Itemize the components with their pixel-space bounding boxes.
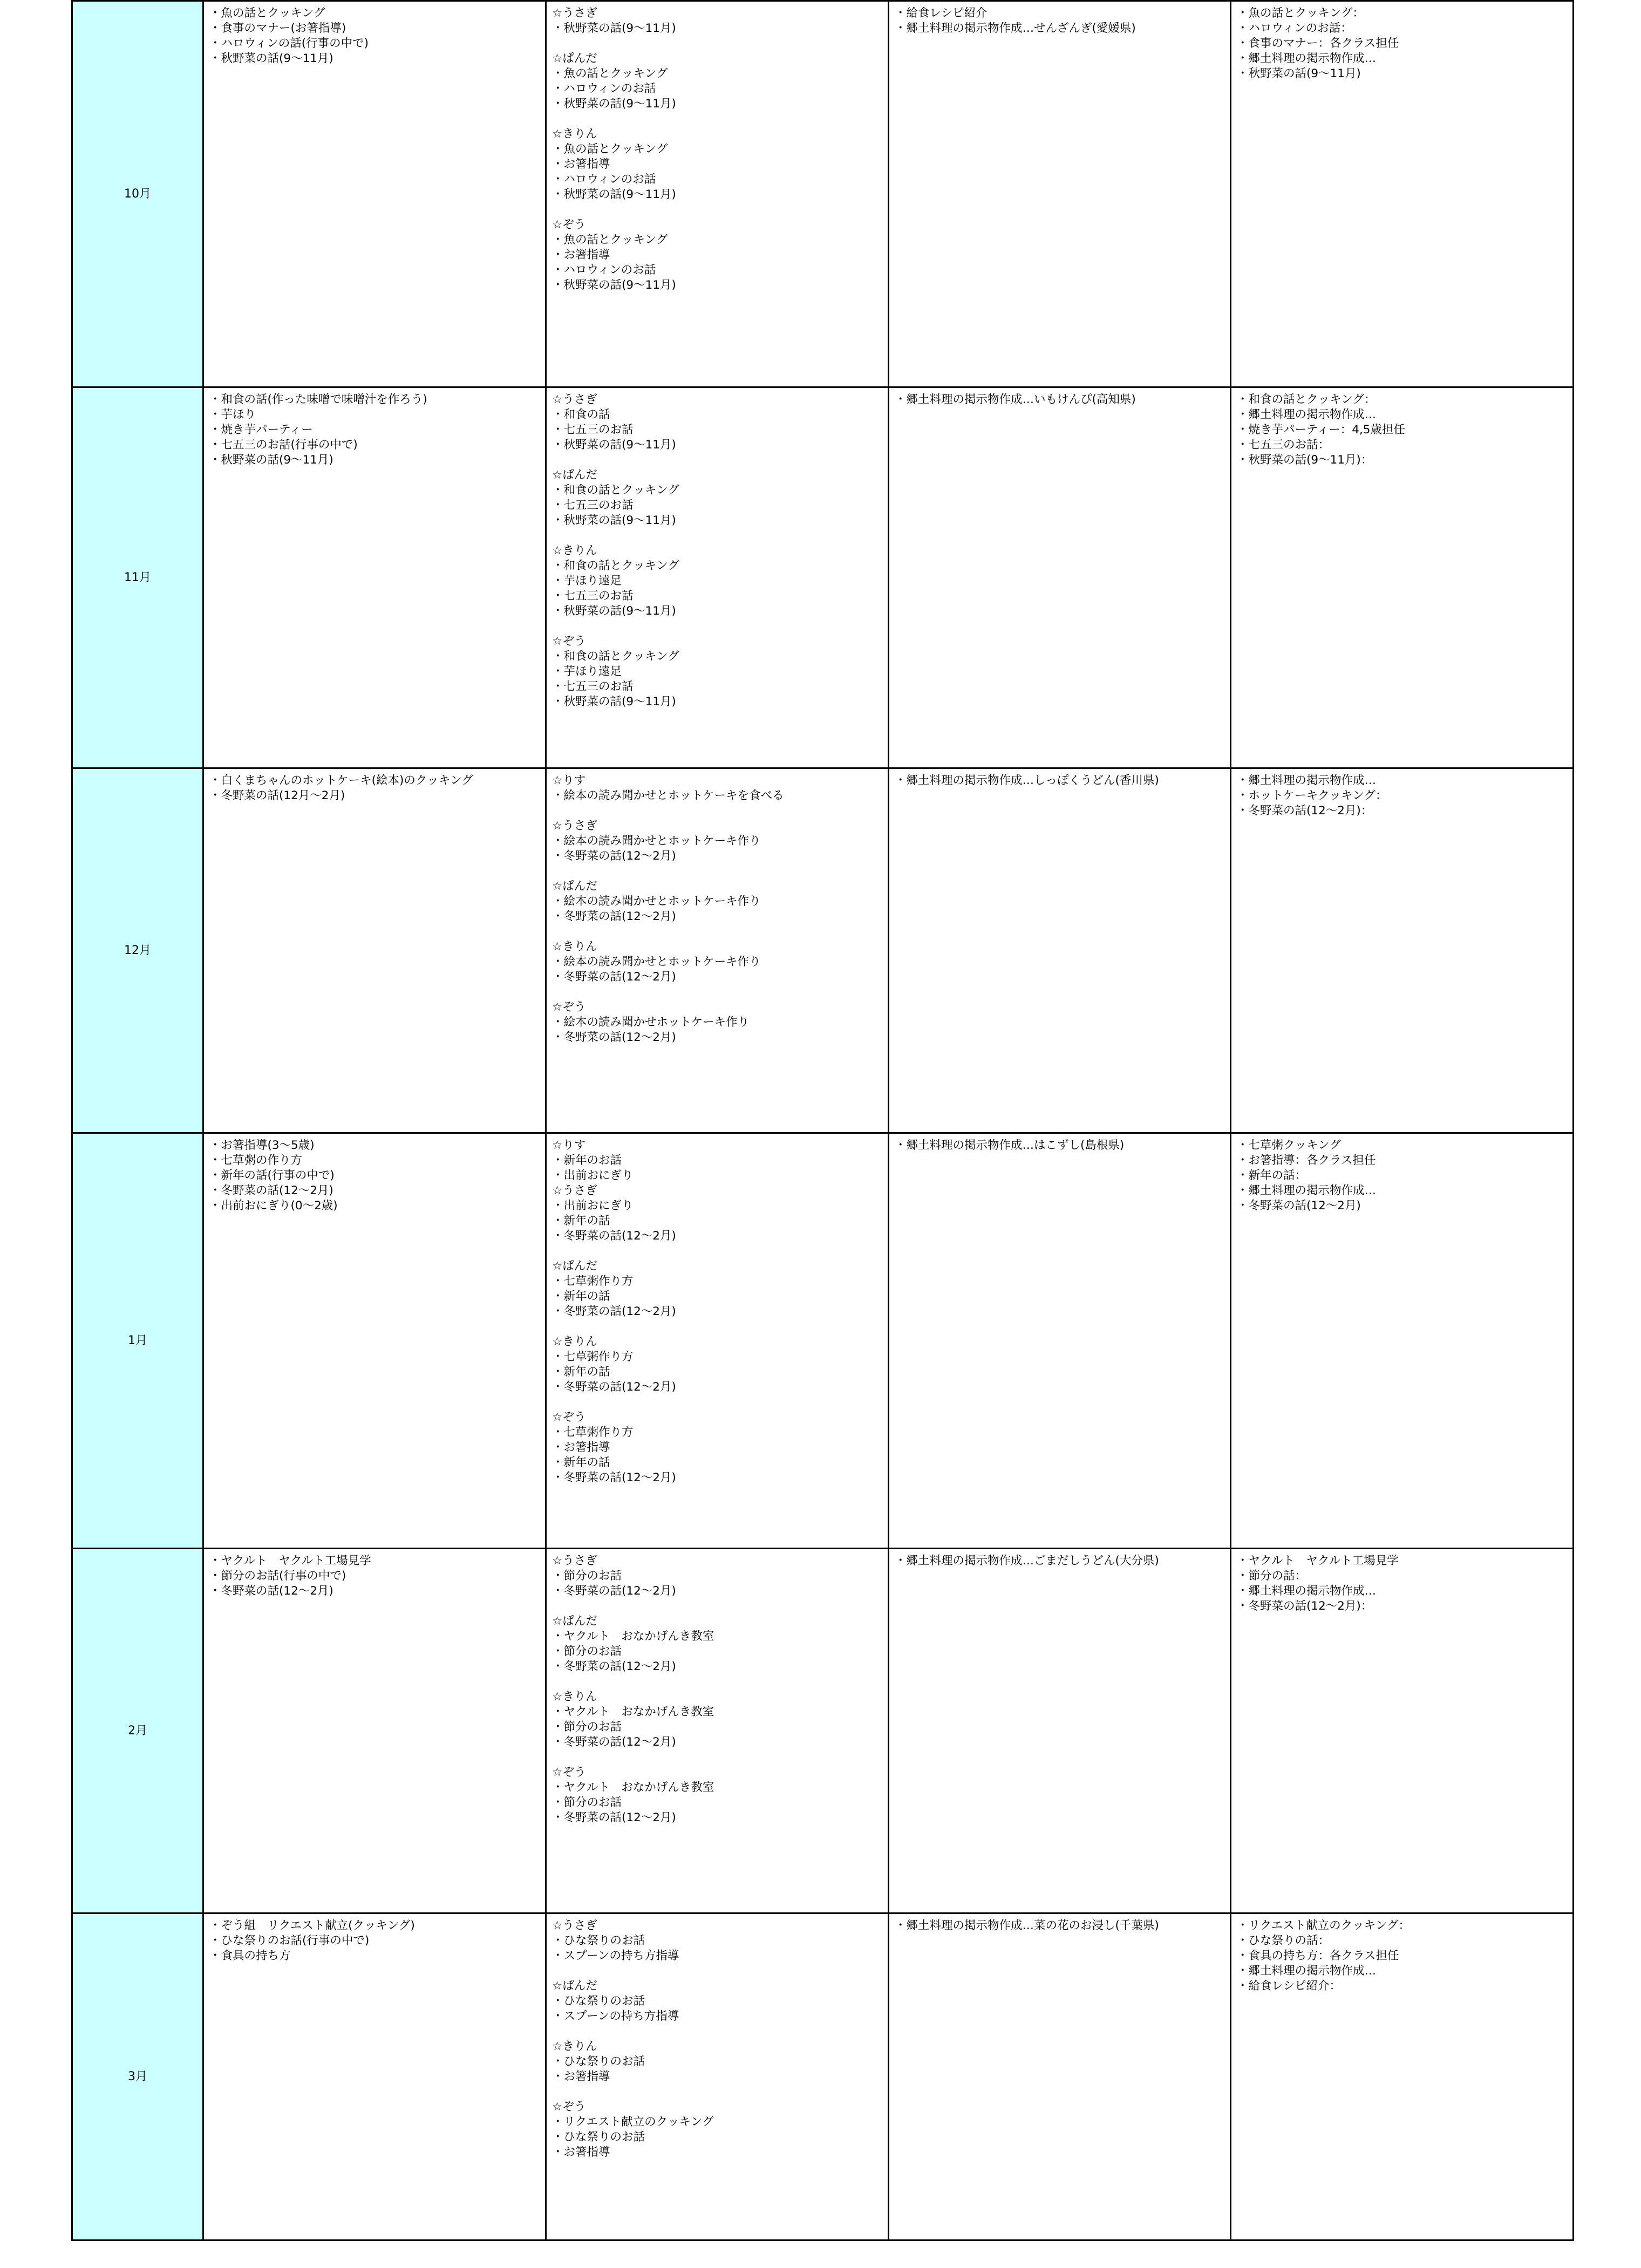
list-item: ☆ぱんだ: [552, 468, 597, 482]
list-item: ・冬野菜の話(12～2月): [552, 910, 676, 923]
list-item: ・お箸指導：各クラス担任: [1237, 1154, 1376, 1167]
list-item: ・ヤクルト ヤクルト工場見学: [1237, 1554, 1399, 1568]
blank-line: [552, 1599, 882, 1614]
list-item: ・七草粥クッキング: [1237, 1139, 1341, 1152]
list-item: ☆ぱんだ: [552, 1259, 597, 1273]
list-item: ・郷土料理の掲示物作成…はこずし(島根県): [895, 1139, 1125, 1152]
list-item: ・冬野菜の話(12～2月): [552, 1305, 676, 1318]
list-item: ・節分のお話: [552, 1796, 622, 1809]
list-item: ・節分のお話: [552, 1720, 622, 1734]
class-activities-cell: [546, 1913, 889, 2240]
list-item: ・新年の話: [552, 1456, 610, 1469]
list-item: ・秋野菜の話(9～11月): [552, 97, 676, 111]
list-item: ・芋ほり遠足: [552, 665, 622, 678]
list-item: ・和食の話(作った味噌で味噌汁を作ろう): [209, 393, 427, 406]
monthly-activities-cell: [203, 1913, 546, 2240]
table-row: [72, 768, 1574, 1133]
list-item: ・給食レシピ紹介：: [1237, 1979, 1341, 1993]
list-item: ・ハロウィンの話(行事の中で): [209, 37, 369, 50]
list-item: ・節分のお話: [552, 1645, 622, 1658]
list-item: ・お箸指導: [552, 158, 610, 171]
blank-line: [552, 1319, 882, 1334]
kitchen-activities-cell: [889, 1913, 1231, 2240]
list-item: ・郷土料理の掲示物作成…: [1237, 1584, 1377, 1598]
list-item: ・絵本の読み聞かせとホットケーキ作り: [552, 955, 761, 969]
list-item: ・和食の話とクッキング: [552, 650, 679, 663]
staff-assignment-cell: [1231, 1, 1574, 387]
list-item: ・和食の話とクッキング: [552, 483, 679, 497]
list-item: ☆ぞう: [552, 1000, 586, 1014]
list-item: ・ひな祭りのお話(行事の中で): [209, 1934, 370, 1947]
table-row: [72, 1913, 1574, 2240]
list-item: ・七五三のお話: [552, 680, 634, 693]
list-item: ・秋野菜の話(9～11月): [209, 453, 333, 467]
list-item: ・秋野菜の話(9～11月): [209, 52, 333, 65]
list-item: ・ヤクルト ヤクルト工場見学: [209, 1554, 371, 1568]
list-item: ・ヤクルト おなかげんき教室: [552, 1630, 714, 1643]
list-item: ☆きりん: [552, 1690, 597, 1704]
list-item: ・食事のマナー(お箸指導): [209, 22, 346, 35]
list-item: ・冬野菜の話(12～2月): [552, 1229, 676, 1243]
list-item: ・郷土料理の掲示物作成…菜の花のお浸し(千葉県): [895, 1919, 1159, 1932]
list-item: ☆うさぎ: [552, 393, 597, 406]
staff-assignment-cell: [1231, 768, 1574, 1133]
list-item: ・芋ほり遠足: [552, 574, 622, 588]
blank-line: [552, 864, 882, 879]
blank-line: [552, 202, 882, 217]
list-item: ☆きりん: [552, 2040, 597, 2053]
list-item: ・郷土料理の掲示物作成…せんざんぎ(愛媛県): [895, 22, 1136, 35]
list-item: ・魚の話とクッキング: [552, 67, 668, 80]
list-item: ・節分のお話(行事の中で): [209, 1569, 346, 1583]
list-item: ・お箸指導: [552, 2070, 610, 2083]
list-item: ・郷土料理の掲示物作成…: [1237, 1184, 1377, 1197]
list-item: ・焼き芋パーティー：4,5歳担任: [1237, 423, 1405, 437]
list-item: ・七五三のお話: [552, 423, 634, 437]
month-cell: 11月: [72, 387, 203, 768]
staff-assignment-cell: [1231, 1133, 1574, 1549]
list-item: ・冬野菜の話(12～2月): [552, 1584, 676, 1598]
list-item: ・秋野菜の話(9～11月)：: [1237, 453, 1373, 467]
list-item: ☆きりん: [552, 940, 597, 953]
month-cell: 3月: [72, 1913, 203, 2240]
list-item: ・郷土料理の掲示物作成…: [1237, 52, 1377, 65]
class-activities-cell: [546, 1549, 889, 1913]
list-item: ・七五三のお話: [552, 589, 634, 603]
blank-line: [552, 1674, 882, 1690]
list-item: ・白くまちゃんのホットケーキ(絵本)のクッキング: [209, 774, 473, 787]
list-item: ☆きりん: [552, 544, 597, 557]
monthly-activities-cell: [203, 387, 546, 768]
list-item: ・絵本の読み聞かせホットケーキ作り: [552, 1016, 750, 1029]
list-item: ・絵本の読み聞かせとホットケーキを食べる: [552, 789, 784, 802]
list-item: ☆きりん: [552, 127, 597, 141]
monthly-activities-cell: [203, 768, 546, 1133]
month-cell: 1月: [72, 1133, 203, 1549]
list-item: ・秋野菜の話(9～11月): [552, 22, 676, 35]
list-item: ・食具の持ち方：各クラス担任: [1237, 1949, 1399, 1963]
list-item: ・新年の話(行事の中で): [209, 1169, 335, 1182]
blank-line: [552, 803, 882, 819]
list-item: ☆ぱんだ: [552, 1979, 597, 1993]
list-item: ・冬野菜の話(12～2月): [1237, 1199, 1361, 1213]
list-item: ☆ぱんだ: [552, 52, 597, 65]
blank-line: [552, 36, 882, 51]
list-item: ・ひな祭りのお話: [552, 2130, 645, 2144]
list-item: ・ハロウィンのお話: [552, 263, 656, 277]
list-item: ・冬野菜の話(12～2月): [552, 1380, 676, 1394]
list-item: ・郷土料理の掲示物作成…いもけんぴ(高知県): [895, 393, 1136, 406]
list-item: ・和食の話: [552, 408, 610, 421]
staff-assignment-cell: [1231, 1913, 1574, 2240]
list-item: ・冬野菜の話(12～2月): [552, 1471, 676, 1484]
staff-assignment-cell: [1231, 387, 1574, 768]
blank-line: [552, 619, 882, 634]
list-item: ・冬野菜の話(12～2月)：: [1237, 804, 1373, 818]
list-item: ・七五三のお話(行事の中で): [209, 438, 358, 452]
monthly-food-education-plan-table: [71, 0, 1574, 2241]
list-item: ・お箸指導: [552, 1441, 610, 1454]
list-item: ・ハロウィンのお話: [552, 173, 656, 186]
list-item: ・七草粥作り方: [552, 1275, 634, 1288]
list-item: ・郷土料理の掲示物作成…: [1237, 774, 1377, 787]
list-item: ・新年の話: [552, 1214, 610, 1228]
list-item: ・冬野菜の話(12月～2月): [209, 789, 345, 802]
list-item: ・冬野菜の話(12～2月)：: [1237, 1599, 1373, 1613]
list-item: ・新年の話: [552, 1290, 610, 1303]
table-row: [72, 1549, 1574, 1913]
kitchen-activities-cell: [889, 1549, 1231, 1913]
list-item: ・リクエスト献立のクッキング：: [1237, 1919, 1410, 1932]
kitchen-activities-cell: [889, 768, 1231, 1133]
list-item: ☆ぞう: [552, 2100, 586, 2114]
list-item: ・節分のお話: [552, 1569, 622, 1583]
class-activities-cell: [546, 387, 889, 768]
list-item: ・魚の話とクッキング: [209, 6, 325, 20]
blank-line: [552, 528, 882, 543]
list-item: ・絵本の読み聞かせとホットケーキ作り: [552, 834, 761, 848]
list-item: ☆きりん: [552, 1335, 597, 1348]
list-item: ・ぞう組 リクエスト献立(クッキング): [209, 1919, 415, 1932]
list-item: ・ヤクルト おなかげんき教室: [552, 1705, 714, 1719]
list-item: ☆うさぎ: [552, 1184, 597, 1197]
blank-line: [552, 2085, 882, 2100]
list-item: ☆うさぎ: [552, 819, 597, 833]
list-item: ・ひな祭りのお話: [552, 1934, 645, 1947]
list-item: ・魚の話とクッキング: [552, 233, 668, 247]
blank-line: [552, 2024, 882, 2039]
list-item: ・ひな祭りのお話: [552, 2055, 645, 2068]
blank-line: [552, 1244, 882, 1259]
list-item: ☆ぞう: [552, 1766, 586, 1779]
list-item: ・出前おにぎり: [552, 1169, 634, 1182]
month-cell: 12月: [72, 768, 203, 1133]
kitchen-activities-cell: [889, 1133, 1231, 1549]
blank-line: [552, 112, 882, 127]
blank-line: [552, 985, 882, 1000]
list-item: ☆ぞう: [552, 635, 586, 648]
monthly-activities-cell: [203, 1133, 546, 1549]
list-item: ・郷土料理の掲示物作成…: [1237, 408, 1377, 421]
list-item: ・秋野菜の話(9～11月): [552, 278, 676, 292]
blank-line: [552, 1964, 882, 1979]
list-item: ・七五三のお話：: [1237, 438, 1330, 452]
list-item: ・節分の話：: [1237, 1569, 1307, 1583]
list-item: ・芋ほり: [209, 408, 256, 421]
list-item: ・和食の話とクッキング：: [1237, 393, 1376, 406]
monthly-activities-cell: [203, 1549, 546, 1913]
list-item: ・リクエスト献立のクッキング: [552, 2115, 714, 2129]
list-item: ・秋野菜の話(9～11月): [552, 695, 676, 709]
list-item: ・冬野菜の話(12～2月): [552, 1660, 676, 1673]
list-item: ・七草粥の作り方: [209, 1154, 303, 1167]
list-item: ・出前おにぎり(0～2歳): [209, 1199, 338, 1213]
blank-line: [552, 1395, 882, 1410]
list-item: ・ひな祭りのお話: [552, 1994, 645, 2008]
month-cell: 10月: [72, 1, 203, 387]
list-item: ・秋野菜の話(9～11月): [552, 514, 676, 527]
list-item: ・魚の話とクッキング: [552, 142, 668, 156]
list-item: ・新年の話：: [1237, 1169, 1307, 1182]
list-item: ・冬野菜の話(12～2月): [552, 849, 676, 863]
list-item: ・冬野菜の話(12～2月): [552, 970, 676, 984]
blank-line: [552, 1750, 882, 1765]
kitchen-activities-cell: [889, 1, 1231, 387]
table-row: [72, 1, 1574, 387]
list-item: ・お箸指導: [552, 248, 610, 262]
list-item: ・七草粥作り方: [552, 1350, 634, 1364]
blank-line: [552, 453, 882, 468]
list-item: ・新年の話: [552, 1365, 610, 1379]
blank-line: [552, 924, 882, 939]
list-item: ・ハロウィンのお話：: [1237, 22, 1352, 35]
list-item: ☆りす: [552, 1139, 586, 1152]
kitchen-activities-cell: [889, 387, 1231, 768]
staff-assignment-cell: [1231, 1549, 1574, 1913]
list-item: ・焼き芋パーティー: [209, 423, 313, 437]
table-row: [72, 1133, 1574, 1549]
month-cell: 2月: [72, 1549, 203, 1913]
list-item: ・和食の話とクッキング: [552, 559, 679, 573]
list-item: ・七草粥作り方: [552, 1426, 634, 1439]
list-item: ・冬野菜の話(12～2月): [552, 1735, 676, 1749]
list-item: ・郷土料理の掲示物作成…: [1237, 1964, 1377, 1978]
class-activities-cell: [546, 1133, 889, 1549]
list-item: ・秋野菜の話(9～11月): [552, 438, 676, 452]
list-item: ・秋野菜の話(9～11月): [552, 604, 676, 618]
list-item: ・お箸指導: [552, 2146, 610, 2159]
list-item: ・秋野菜の話(9～11月): [552, 188, 676, 201]
monthly-activities-cell: [203, 1, 546, 387]
list-item: ☆うさぎ: [552, 6, 597, 20]
list-item: ・秋野菜の話(9～11月): [1237, 67, 1361, 80]
list-item: ・お箸指導(3～5歳): [209, 1139, 315, 1152]
list-item: ・絵本の読み聞かせとホットケーキ作り: [552, 895, 761, 908]
list-item: ・ひな祭りの話：: [1237, 1934, 1330, 1947]
list-item: ・ヤクルト おなかげんき教室: [552, 1781, 714, 1794]
list-item: ・郷土料理の掲示物作成…しっぽくうどん(香川県): [895, 774, 1159, 787]
list-item: ・スプーンの持ち方指導: [552, 1949, 679, 1963]
list-item: ☆うさぎ: [552, 1919, 597, 1932]
list-item: ・魚の話とクッキング：: [1237, 6, 1364, 20]
list-item: ・ハロウィンのお話: [552, 82, 656, 96]
list-item: ・冬野菜の話(12～2月): [209, 1584, 333, 1598]
list-item: ・郷土料理の掲示物作成…ごまだしうどん(大分県): [895, 1554, 1159, 1568]
list-item: ☆りす: [552, 774, 586, 787]
list-item: ・出前おにぎり: [552, 1199, 634, 1213]
list-item: ・冬野菜の話(12～2月): [552, 1811, 676, 1824]
table-row: [72, 387, 1574, 768]
list-item: ・給食レシピ紹介: [895, 6, 988, 20]
list-item: ・食具の持ち方: [209, 1949, 291, 1963]
list-item: ☆ぞう: [552, 218, 586, 231]
list-item: ・七五三のお話: [552, 499, 634, 512]
list-item: ☆うさぎ: [552, 1554, 597, 1568]
list-item: ☆ぱんだ: [552, 1615, 597, 1628]
list-item: ・食事のマナー：各クラス担任: [1237, 37, 1399, 50]
list-item: ・新年のお話: [552, 1154, 622, 1167]
class-activities-cell: [546, 768, 889, 1133]
class-activities-cell: [546, 1, 889, 387]
list-item: ☆ぱんだ: [552, 880, 597, 893]
list-item: ・冬野菜の話(12～2月): [209, 1184, 333, 1197]
list-item: ・ホットケーキクッキング：: [1237, 789, 1387, 802]
list-item: ☆ぞう: [552, 1411, 586, 1424]
list-item: ・冬野菜の話(12～2月): [552, 1031, 676, 1044]
list-item: ・スプーンの持ち方指導: [552, 2010, 679, 2023]
